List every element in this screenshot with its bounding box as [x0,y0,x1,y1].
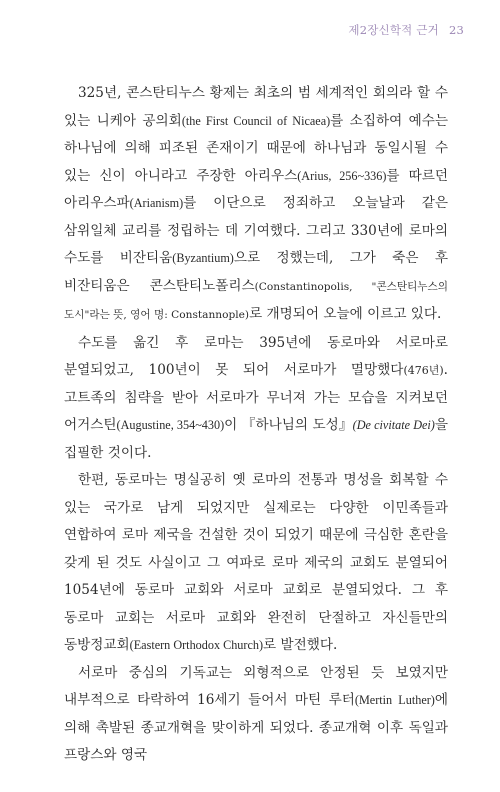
latin-gloss: (Constantinopolis, "콘스탄티누스의 도시"라는 뜻, 영어 명: Constannople) [64,280,449,321]
body-text [64,80,448,770]
text-run: 에 의해 촉발된 종교개혁을 맞이하게 되었다. 종교개혁 이후 독일과 프랑스와 영국 [64,692,448,763]
latin-gloss: (Arius, 256~336) [297,168,387,183]
latin-gloss: (Mertin Luther) [354,693,435,707]
text-run: 서로마 중심의 기독교는 외형적으로 안정된 듯 보였지만 내부적으로 타락하여 16세기 들어서 마틴 루터 [64,664,448,708]
text-run: 으로 정했는데, 그가 죽은 후 비잔티움은 콘스탄티노폴리스 [64,250,448,294]
chapter-label: 제2장 [348,23,379,37]
text-run: 을 집필한 것이다. [64,417,449,461]
text-run: 한편, 동로마는 명실공히 옛 로마의 전통과 명성을 회복할 수 있는 국가로 남게 되었지만 실제로는 다양한 이민족들과 연합하여 로마 제국을 건설한 것이 되었기 때문에 극심한 혼란을 갖게 된 것도 사실이고 그 여파로 로마 제국의 교회도 분열되어 1054년에 동로마 교회와 서로마 교회로 분열되었다. 그 후 동로마 교회는 서로마 교회와 완전히 단절하고 자신들만의 동방정교회 [64,472,448,653]
page-number: 23 [448,23,464,37]
paragraph-fall-of-rome [64,330,448,468]
paragraph-reformation [64,660,448,770]
latin-gloss: (Byzantium) [172,251,234,265]
date-gloss: (476년) [403,364,444,377]
text-run: 325년, 콘스탄티누스 황제는 최초의 범 세계적인 회의라 할 수 있는 니케아 공의회 [64,85,448,129]
latin-gloss: (Augustine, 354~430) [116,418,225,432]
text-run: 로 개명되어 오늘에 이르고 있다. [249,306,442,322]
text-run: 를 이단으로 정죄하고 오늘날과 같은 삼위일체 교리를 정립하는 데 기여했다. 그리고 330년에 로마의 수도를 비잔티움 [64,195,448,266]
text-run: 이 『하나님의 도성』 [224,417,353,433]
latin-gloss: (De civitate Dei) [352,418,435,432]
paragraph-east-west-schism [64,467,448,660]
text-run: . 고트족의 침략을 받아 서로마가 무너져 가는 모습을 지켜보던 어거스틴 [64,362,448,433]
paragraph-council-of-nicaea [64,80,448,330]
chapter-title: 신학적 근거 [378,23,439,37]
latin-gloss: (Eastern Orthodox Church) [129,638,264,652]
text-run: 를 소집하여 예수는 하나님에 의해 피조된 존재이기 때문에 하나님과 동일시될 수 있는 신이 아니라고 주장한 아리우스 [64,112,448,184]
text-run: 수도를 옮긴 후 로마는 395년에 동로마와 서로마로 분열되었고, 100년이 못 되어 서로마가 멸망했다 [64,334,448,378]
latin-gloss: (Arianism) [129,196,184,210]
text-run: 로 발전했다. [263,637,338,653]
latin-gloss: (the First Council of Nicaea) [181,113,331,128]
running-header [348,22,464,38]
text-run: 를 따르던 아리우스파 [64,167,448,211]
